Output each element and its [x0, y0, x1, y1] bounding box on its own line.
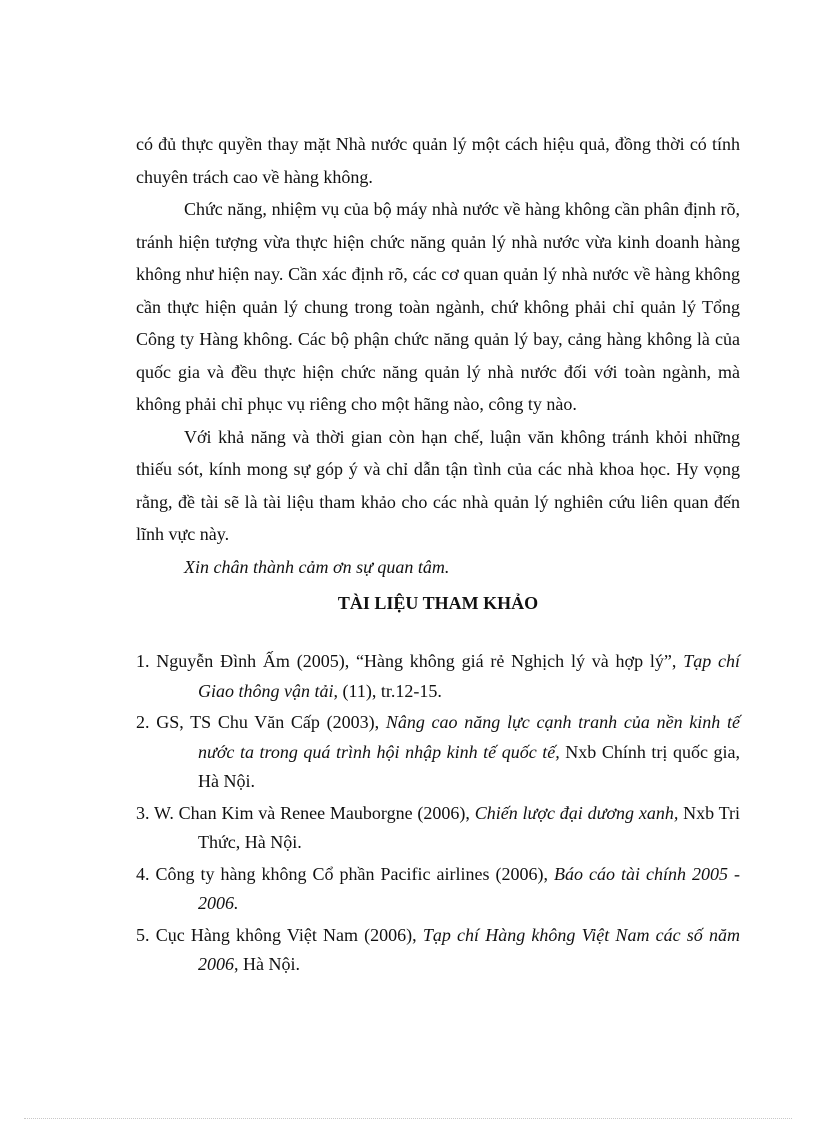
- reference-author: W. Chan Kim và Renee Mauborgne (2006),: [149, 802, 475, 823]
- reference-author: Cục Hàng không Việt Nam (2006),: [149, 924, 423, 945]
- reference-item: [136, 647, 740, 706]
- reference-number: 1.: [136, 651, 150, 671]
- references-heading: TÀI LIỆU THAM KHẢO: [337, 593, 539, 613]
- reference-item: [136, 921, 740, 980]
- reference-publisher: Nxb Chính trị quốc gia, Hà Nội.: [198, 741, 740, 791]
- reference-number: 2.: [136, 712, 150, 732]
- page-bottom-divider: [24, 1118, 792, 1119]
- reference-item: [136, 860, 740, 919]
- closing-line: Xin chân thành cảm ơn sự quan tâm.: [184, 556, 450, 577]
- reference-title: Chiến lược đại dương xanh,: [474, 802, 679, 823]
- reference-title: Tạp chí Hàng không Việt Nam các số năm 2006: [198, 924, 740, 974]
- body-paragraph: Chức năng, nhiệm vụ của bộ máy nhà nước về hàng không cần phân định rõ, tránh hiện tượng vừa thực hiện chức năng quản lý nhà nước vừa kinh doanh hàng không như hiện nay. Cần xác định rõ, các cơ quan quản lý nhà nước về hàng không cần thực hiện quản lý chung trong toàn ngành, chứ không phải chỉ quản lý Tổng Công ty Hàng không. Các bộ phận chức năng quản lý bay, cảng hàng không là của quốc gia và đều thực hiện chức năng quản lý nhà nước đối với toàn ngành, mà không phải chỉ phục vụ riêng cho một hãng nào, công ty nào.: [136, 199, 740, 414]
- reference-number: 3.: [136, 802, 150, 823]
- reference-publisher: Nxb Tri Thức, Hà Nội.: [198, 802, 741, 852]
- body-paragraph: Với khả năng và thời gian còn hạn chế, luận văn không tránh khỏi những thiếu sót, kính mong sự góp ý và chỉ dẫn tận tình của các nhà khoa học. Hy vọng rằng, đề tài sẽ là tài liệu tham khảo cho các nhà quản lý nghiên cứu liên quan đến lĩnh vực này.: [136, 426, 740, 544]
- reference-title: Báo cáo tài chính 2005 - 2006.: [198, 863, 740, 913]
- document-page: [136, 128, 740, 982]
- reference-author: GS, TS Chu Văn Cấp (2003),: [149, 712, 386, 732]
- reference-number: 4.: [136, 863, 150, 884]
- reference-author: Công ty hàng không Cổ phần Pacific airlines (2006),: [149, 863, 554, 884]
- reference-title: Nâng cao năng lực cạnh tranh của nền kinh tế nước ta trong quá trình hội nhập kinh tế quốc tế,: [198, 712, 740, 762]
- reference-author: Nguyễn Đình Ấm (2005), “Hàng không giá rẻ Nghịch lý và hợp lý”,: [149, 651, 684, 671]
- reference-item: [136, 799, 740, 858]
- reference-number: 5.: [136, 924, 150, 945]
- body-paragraph: có đủ thực quyền thay mặt Nhà nước quản lý một cách hiệu quả, đồng thời có tính chuyên trách cao về hàng không.: [136, 134, 740, 187]
- reference-list: [136, 647, 740, 980]
- reference-item: [136, 708, 740, 797]
- reference-title: Tạp chí Giao thông vận tải: [198, 651, 740, 701]
- reference-publisher: , Hà Nội.: [234, 954, 300, 974]
- reference-publisher: , (11), tr.12-15.: [333, 680, 442, 701]
